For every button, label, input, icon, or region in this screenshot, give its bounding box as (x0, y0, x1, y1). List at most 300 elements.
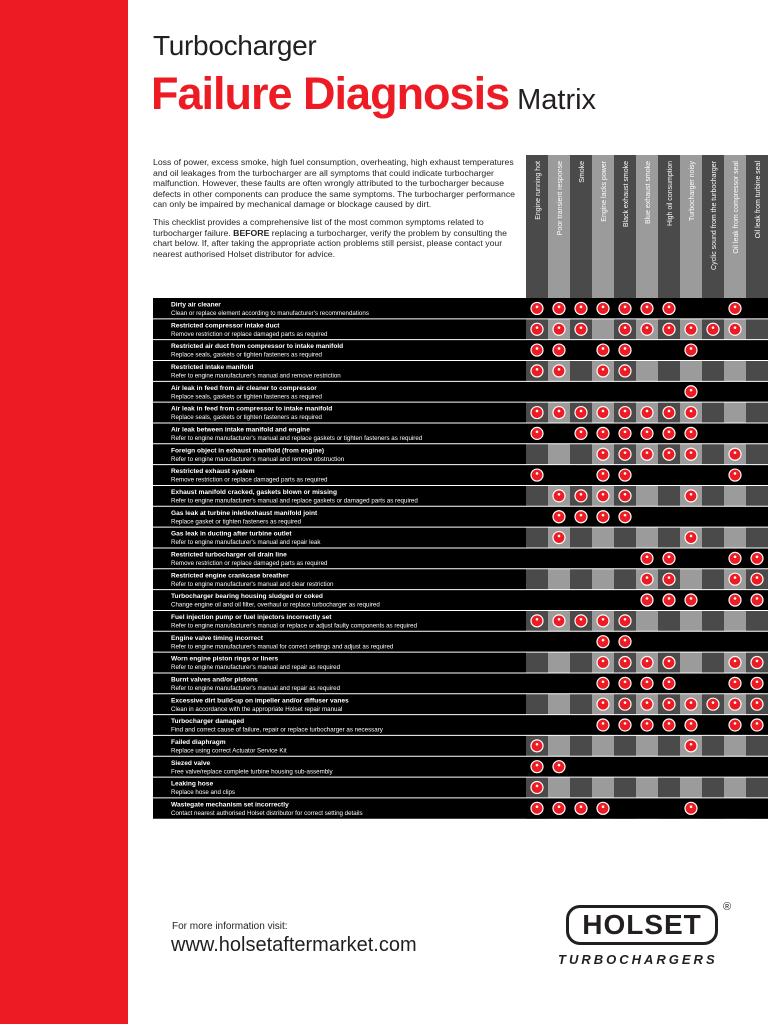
symptom-marker-highlight (536, 472, 539, 475)
symptom-marker (553, 344, 565, 356)
symptom-marker (575, 490, 587, 502)
symptom-marker (597, 427, 609, 439)
symptom-marker-highlight (602, 805, 605, 808)
symptom-marker-highlight (624, 660, 627, 663)
symptom-marker (663, 677, 675, 689)
symptom-marker-highlight (756, 576, 759, 579)
symptom-marker (663, 573, 675, 585)
symptom-marker-highlight (712, 701, 715, 704)
symptom-marker (597, 469, 609, 481)
symptom-marker-highlight (602, 451, 605, 454)
symptom-marker (553, 802, 565, 814)
cause-action: Refer to engine manufacturer's manual and replace gaskets or damaged parts as required (171, 497, 418, 505)
symptom-marker (641, 448, 653, 460)
symptom-marker (729, 677, 741, 689)
symptom-header-label: Cyclic sound from the turbocharger (711, 161, 718, 270)
symptom-marker-highlight (734, 722, 737, 725)
symptom-marker (597, 657, 609, 669)
symptom-header-label: Engine lacks power (601, 161, 608, 222)
symptom-marker (531, 615, 543, 627)
symptom-marker-highlight (580, 326, 583, 329)
symptom-marker (619, 719, 631, 731)
cause-action: Change engine oil and oil filter, overhaul or replace turbocharger as required (171, 601, 380, 609)
symptom-marker-highlight (580, 306, 583, 309)
symptom-marker-highlight (558, 618, 561, 621)
symptom-marker (751, 698, 763, 710)
symptom-marker-highlight (580, 430, 583, 433)
cause-action: Refer to engine manufacturer's manual and repair as required (171, 664, 341, 672)
symptom-marker (663, 448, 675, 460)
cause-action: Clean or replace element according to manufacturer's recommendations (171, 310, 369, 317)
symptom-marker (619, 698, 631, 710)
symptom-marker (531, 469, 543, 481)
symptom-marker-highlight (558, 410, 561, 413)
cause-action: Refer to engine manufacturer's manual and replace gaskets or tighten fasteners as required (171, 434, 423, 442)
symptom-marker-highlight (536, 785, 539, 788)
symptom-marker (685, 532, 697, 544)
symptom-marker (751, 677, 763, 689)
cause-title: Gas leak in ducting after turbine outlet (171, 530, 292, 538)
symptom-header-label: Engine running hot (535, 161, 542, 220)
holset-logo: HOLSET (566, 905, 718, 945)
symptom-marker-highlight (646, 451, 649, 454)
symptom-marker-highlight (558, 493, 561, 496)
symptom-marker-highlight (558, 535, 561, 538)
symptom-marker (663, 427, 675, 439)
symptom-marker (575, 802, 587, 814)
symptom-marker (729, 719, 741, 731)
symptom-marker-highlight (668, 306, 671, 309)
symptom-marker (619, 427, 631, 439)
cause-title: Excessive dirt build-up on impeller and/or diffuser vanes (171, 697, 349, 705)
cause-title: Turbocharger damaged (171, 718, 245, 726)
symptom-marker (641, 677, 653, 689)
symptom-marker-highlight (536, 326, 539, 329)
cause-title: Air leak in feed from compressor to intake manifold (171, 405, 333, 413)
cause-action: Replace seals, gaskets or tighten fasteners as required (171, 351, 322, 359)
cause-title: Restricted intake manifold (171, 363, 254, 371)
symptom-marker-highlight (536, 306, 539, 309)
cause-action: Replace seals, gaskets or tighten fasteners as required (171, 393, 322, 401)
symptom-marker (531, 365, 543, 377)
symptom-marker-highlight (602, 660, 605, 663)
symptom-marker-highlight (668, 597, 671, 600)
symptom-marker-highlight (602, 618, 605, 621)
symptom-marker-highlight (668, 722, 671, 725)
symptom-marker-highlight (646, 326, 649, 329)
symptom-marker-highlight (734, 660, 737, 663)
symptom-marker (663, 594, 675, 606)
cause-action: Remove restriction or replace damaged parts as required (171, 559, 328, 567)
symptom-marker-highlight (668, 576, 671, 579)
symptom-marker-highlight (646, 430, 649, 433)
symptom-marker-highlight (624, 430, 627, 433)
symptom-marker-highlight (580, 410, 583, 413)
symptom-marker (619, 657, 631, 669)
symptom-marker-highlight (734, 472, 737, 475)
symptom-marker-highlight (624, 472, 627, 475)
cause-title: Restricted air duct from compressor to intake manifold (171, 343, 344, 351)
symptom-marker (597, 511, 609, 523)
symptom-header-label: Oil leak from turbine seal (755, 161, 762, 239)
symptom-header-label: Poor transient response (557, 161, 564, 236)
symptom-marker (685, 427, 697, 439)
symptom-marker-highlight (558, 805, 561, 808)
symptom-marker-highlight (536, 368, 539, 371)
symptom-marker (597, 365, 609, 377)
cause-title: Turbocharger bearing housing sludged or coked (171, 593, 323, 601)
symptom-marker-highlight (624, 306, 627, 309)
symptom-marker-highlight (646, 576, 649, 579)
symptom-marker (597, 802, 609, 814)
registered-mark: ® (723, 901, 732, 913)
cause-action: Refer to engine manufacturer's manual and repair leak (171, 539, 321, 547)
symptom-marker (729, 573, 741, 585)
symptom-marker-highlight (690, 389, 693, 392)
symptom-marker (553, 761, 565, 773)
symptom-marker (531, 782, 543, 794)
symptom-marker (553, 407, 565, 419)
symptom-marker (641, 427, 653, 439)
symptom-marker (597, 302, 609, 314)
symptom-marker (531, 323, 543, 335)
symptom-marker (531, 427, 543, 439)
symptom-marker-highlight (580, 493, 583, 496)
symptom-marker (729, 698, 741, 710)
symptom-marker-highlight (624, 493, 627, 496)
symptom-marker-highlight (734, 451, 737, 454)
symptom-marker-highlight (646, 597, 649, 600)
symptom-marker (575, 302, 587, 314)
symptom-marker-highlight (646, 680, 649, 683)
cause-title: Air leak between intake manifold and engine (171, 426, 310, 434)
symptom-marker (751, 657, 763, 669)
symptom-marker (553, 302, 565, 314)
cause-title: Dirty air cleaner (171, 301, 221, 309)
symptom-marker-highlight (624, 410, 627, 413)
cause-title: Air leak in feed from air cleaner to compressor (171, 384, 317, 392)
symptom-marker (641, 323, 653, 335)
title-failure-diagnosis: Failure Diagnosis (151, 68, 510, 119)
symptom-marker-highlight (668, 410, 671, 413)
symptom-marker (597, 719, 609, 731)
symptom-marker (619, 344, 631, 356)
intro-paragraph-1: Loss of power, excess smoke, high fuel consumption, overheating, high exhaust temperatures and oil leakages from the turbocharger are all symptoms that could indicate turbocharger malfunction. However, these faults are often wrongly attributed to the turbocharger because defects in other components can produce the same symptoms. The turbocharger performance can only be impaired by mechanical damage or blockage caused by dirt. (153, 157, 516, 210)
symptom-marker-highlight (690, 597, 693, 600)
symptom-marker-highlight (690, 430, 693, 433)
symptom-marker-highlight (668, 660, 671, 663)
cause-title: Wastegate mechanism set incorrectly (171, 801, 289, 809)
symptom-marker (553, 323, 565, 335)
symptom-marker (575, 427, 587, 439)
symptom-marker (729, 302, 741, 314)
cause-action: Contact nearest authorised Holset distributor for correct setting details (171, 809, 363, 817)
symptom-marker (685, 386, 697, 398)
symptom-marker-highlight (756, 660, 759, 663)
symptom-marker (729, 552, 741, 564)
symptom-marker-highlight (602, 368, 605, 371)
symptom-marker (663, 698, 675, 710)
symptom-marker-highlight (580, 618, 583, 621)
cause-action: Replace hose and clips (171, 789, 235, 797)
symptom-marker (531, 761, 543, 773)
cause-title: Foreign object in exhaust manifold (from engine) (171, 447, 325, 455)
symptom-marker-highlight (624, 701, 627, 704)
symptom-marker-highlight (690, 451, 693, 454)
cause-title: Burnt valves and/or pistons (171, 676, 258, 684)
symptom-marker (597, 698, 609, 710)
symptom-marker-highlight (602, 701, 605, 704)
cause-title: Worn engine piston rings or liners (171, 655, 279, 663)
symptom-marker-highlight (558, 326, 561, 329)
symptom-marker (531, 302, 543, 314)
symptom-marker (729, 469, 741, 481)
symptom-marker (685, 802, 697, 814)
symptom-marker (663, 552, 675, 564)
symptom-marker-highlight (624, 680, 627, 683)
symptom-marker (729, 594, 741, 606)
symptom-marker-highlight (756, 701, 759, 704)
symptom-marker (729, 448, 741, 460)
symptom-marker-highlight (668, 555, 671, 558)
symptom-marker (751, 573, 763, 585)
cause-title: Engine valve timing incorrect (171, 634, 263, 642)
symptom-marker (597, 636, 609, 648)
cause-action: Remove restriction or replace damaged parts as required (171, 476, 328, 484)
symptom-marker-highlight (734, 576, 737, 579)
symptom-marker (685, 698, 697, 710)
cause-title: Exhaust manifold cracked, gaskets blown or missing (171, 488, 337, 496)
symptom-marker-highlight (690, 493, 693, 496)
symptom-marker (597, 407, 609, 419)
symptom-marker (729, 323, 741, 335)
symptom-marker (641, 573, 653, 585)
symptom-marker-highlight (536, 347, 539, 350)
symptom-marker-highlight (646, 660, 649, 663)
symptom-marker-highlight (602, 347, 605, 350)
symptom-marker-highlight (558, 368, 561, 371)
intro-paragraph-2-start: This checklist provides a comprehensive list of the most common symptoms related to turbocharger failure. (153, 217, 484, 238)
symptom-marker-highlight (602, 514, 605, 517)
symptom-marker (531, 802, 543, 814)
cause-action: Refer to engine manufacturer's manual and repair as required (171, 684, 341, 692)
symptom-marker (575, 407, 587, 419)
symptom-header-label: Smoke (579, 161, 586, 183)
symptom-marker-highlight (690, 410, 693, 413)
symptom-marker (531, 740, 543, 752)
cause-action: Replace gasket or tighten fasteners as required (171, 518, 302, 526)
symptom-marker (641, 552, 653, 564)
symptom-marker (553, 511, 565, 523)
cause-action: Replace using correct Actuator Service Kit (171, 747, 287, 755)
cause-title: Failed diaphragm (171, 738, 226, 746)
cause-action: Remove restriction or replace damaged parts as required (171, 330, 328, 338)
symptom-marker (597, 344, 609, 356)
symptom-marker-highlight (756, 680, 759, 683)
symptom-marker (619, 365, 631, 377)
symptom-marker-highlight (558, 306, 561, 309)
symptom-marker (685, 740, 697, 752)
cause-title: Restricted compressor intake duct (171, 322, 280, 330)
cause-title: Restricted engine crankcase breather (171, 572, 289, 580)
symptom-marker (641, 594, 653, 606)
holset-logo-subtitle: TURBOCHARGERS (558, 952, 718, 967)
symptom-marker-highlight (690, 535, 693, 538)
footer-url-link[interactable]: www.holsetaftermarket.com (171, 934, 417, 956)
symptom-marker (663, 323, 675, 335)
cause-action: Refer to engine manufacturer's manual and remove restriction (171, 372, 341, 380)
symptom-marker (597, 490, 609, 502)
symptom-marker-highlight (734, 597, 737, 600)
symptom-marker-highlight (558, 347, 561, 350)
symptom-marker-highlight (536, 618, 539, 621)
cause-action: Refer to engine manufacturer's manual or replace or adjust faulty components as required (171, 622, 418, 630)
symptom-marker-highlight (624, 326, 627, 329)
symptom-marker-highlight (602, 306, 605, 309)
symptom-marker (619, 511, 631, 523)
symptom-marker-highlight (690, 326, 693, 329)
symptom-marker (597, 677, 609, 689)
symptom-marker-highlight (580, 514, 583, 517)
symptom-marker-highlight (734, 680, 737, 683)
symptom-marker (751, 594, 763, 606)
symptom-marker (597, 448, 609, 460)
symptom-marker-highlight (536, 805, 539, 808)
footer-label: For more information visit: (172, 921, 288, 932)
symptom-marker (685, 448, 697, 460)
symptom-marker-highlight (734, 306, 737, 309)
symptom-marker-highlight (690, 805, 693, 808)
symptom-marker (553, 615, 565, 627)
symptom-marker (685, 594, 697, 606)
symptom-marker-highlight (690, 347, 693, 350)
cause-action: Clean in accordance with the appropriate Holset repair manual (171, 705, 343, 713)
symptom-marker-highlight (602, 639, 605, 642)
symptom-marker-highlight (536, 410, 539, 413)
symptom-marker-highlight (602, 430, 605, 433)
cause-action: Find and correct cause of failure, repair or replace turbocharger as necessary (171, 726, 383, 734)
symptom-marker-highlight (558, 764, 561, 767)
symptom-marker-highlight (668, 430, 671, 433)
symptom-marker-highlight (668, 701, 671, 704)
cause-title: Fuel injection pump or fuel injectors incorrectly set (171, 613, 332, 621)
symptom-marker (619, 302, 631, 314)
symptom-marker-highlight (668, 326, 671, 329)
symptom-marker (619, 615, 631, 627)
symptom-marker (641, 302, 653, 314)
cause-title: Restricted turbocharger oil drain line (171, 551, 287, 559)
symptom-marker-highlight (624, 514, 627, 517)
symptom-marker (553, 532, 565, 544)
symptom-marker (663, 407, 675, 419)
symptom-marker (751, 552, 763, 564)
symptom-marker (685, 407, 697, 419)
cause-title: Restricted exhaust system (171, 468, 255, 476)
symptom-marker-highlight (602, 680, 605, 683)
symptom-marker (553, 365, 565, 377)
cause-action: Refer to engine manufacturer's manual and remove obstruction (171, 455, 345, 463)
symptom-marker (531, 344, 543, 356)
symptom-marker (663, 657, 675, 669)
symptom-marker-highlight (646, 701, 649, 704)
symptom-marker-highlight (690, 722, 693, 725)
symptom-marker-highlight (668, 680, 671, 683)
symptom-marker (707, 323, 719, 335)
symptom-marker (641, 657, 653, 669)
symptom-marker (707, 698, 719, 710)
symptom-marker-highlight (668, 451, 671, 454)
symptom-marker (663, 302, 675, 314)
symptom-marker (729, 657, 741, 669)
cause-action: Refer to engine manufacturer's manual for correct settings and adjust as required (171, 643, 394, 651)
symptom-marker-highlight (558, 514, 561, 517)
intro-paragraph-2-end: replacing a turbocharger, verify the problem by consulting the chart below. If, after taking the appropriate action problems still persist, please contact your nearest authorised Holset distributor for advice. (153, 227, 507, 259)
symptom-marker-highlight (646, 306, 649, 309)
symptom-marker (619, 407, 631, 419)
title-turbocharger: Turbocharger (153, 30, 317, 61)
symptom-marker (641, 407, 653, 419)
symptom-marker-highlight (602, 493, 605, 496)
symptom-marker-highlight (624, 722, 627, 725)
cause-action: Replace seals, gaskets or tighten fasteners as required (171, 414, 322, 422)
symptom-marker (575, 615, 587, 627)
symptom-marker (619, 677, 631, 689)
symptom-marker-highlight (690, 743, 693, 746)
symptom-marker-highlight (646, 722, 649, 725)
symptom-marker-highlight (734, 326, 737, 329)
symptom-marker-highlight (646, 555, 649, 558)
symptom-marker-highlight (734, 555, 737, 558)
symptom-marker-highlight (536, 743, 539, 746)
symptom-marker (575, 511, 587, 523)
symptom-header-label: High oil consumption (667, 161, 674, 226)
symptom-marker (641, 719, 653, 731)
symptom-marker-highlight (536, 764, 539, 767)
symptom-marker-highlight (624, 618, 627, 621)
symptom-header-label: Turbocharger noisy (689, 161, 696, 222)
symptom-marker (685, 323, 697, 335)
symptom-marker (597, 615, 609, 627)
symptom-marker-highlight (624, 368, 627, 371)
symptom-marker-highlight (602, 410, 605, 413)
cause-title: Leaking hose (171, 780, 214, 788)
symptom-marker (575, 323, 587, 335)
symptom-marker (531, 407, 543, 419)
symptom-marker (553, 490, 565, 502)
symptom-header-label: Oil leak from compressor seal (733, 161, 740, 254)
symptom-marker-highlight (602, 722, 605, 725)
symptom-header-label: Blue exhaust smoke (645, 161, 652, 225)
symptom-marker (663, 719, 675, 731)
symptom-marker (619, 490, 631, 502)
cause-title: Siezed valve (171, 759, 211, 767)
symptom-marker-highlight (756, 597, 759, 600)
symptom-marker-highlight (624, 639, 627, 642)
symptom-marker (619, 448, 631, 460)
symptom-marker (619, 636, 631, 648)
symptom-marker-highlight (646, 410, 649, 413)
symptom-marker-highlight (624, 451, 627, 454)
symptom-marker (619, 469, 631, 481)
symptom-marker-highlight (624, 347, 627, 350)
cause-action: Free valve/replace complete turbine housing sub-assembly (171, 768, 333, 776)
symptom-marker (685, 719, 697, 731)
symptom-marker-highlight (756, 722, 759, 725)
symptom-marker-highlight (580, 805, 583, 808)
symptom-marker (751, 719, 763, 731)
symptom-marker-highlight (536, 430, 539, 433)
symptom-marker (685, 490, 697, 502)
